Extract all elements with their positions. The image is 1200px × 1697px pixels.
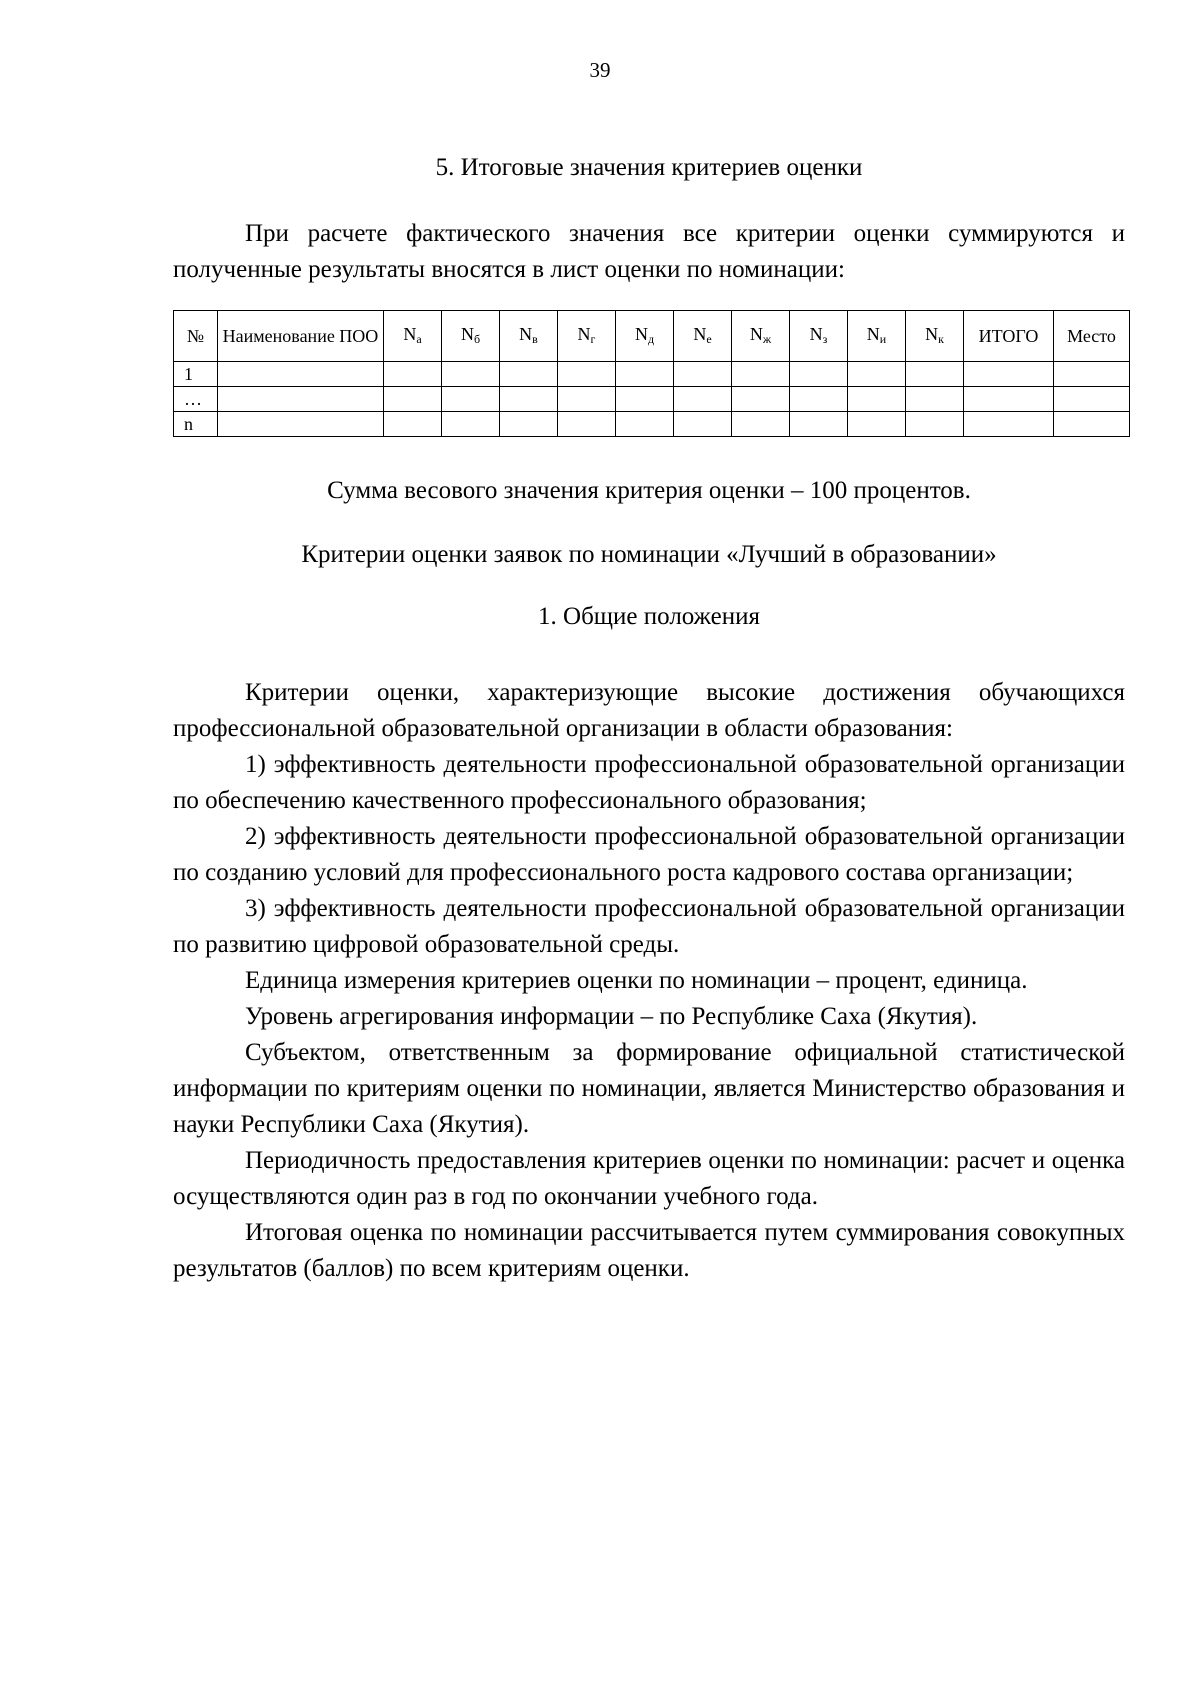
table-cell	[848, 387, 906, 412]
table-cell	[674, 387, 732, 412]
table-cell	[964, 362, 1054, 387]
criteria-table	[173, 310, 1130, 437]
row-number-cell: …	[174, 387, 218, 412]
paragraph: Итоговая оценка по номинации рассчитывается путем суммирования совокупных результатов (баллов) по всем критериям оценки.	[173, 1219, 1125, 1282]
header-subscript: з	[822, 331, 828, 346]
table-header-cell	[500, 311, 558, 362]
table-cell	[500, 412, 558, 437]
table-cell	[384, 387, 442, 412]
header-label: N	[519, 323, 533, 344]
paragraph: 2) эффективность деятельности профессиональной образовательной организации по созданию условий для профессионального роста кадрового состава организации;	[173, 823, 1125, 886]
header-subscript: г	[590, 331, 596, 346]
row-number-cell: 1	[174, 362, 218, 387]
paragraph: Субъектом, ответственным за формирование официальной статистической информации по критериям оценки по номинации, является Министерство образования и науки Республики Саха (Якутия).	[173, 1039, 1125, 1138]
table-cell	[848, 362, 906, 387]
row-number-cell: n	[174, 412, 218, 437]
table-cell	[558, 412, 616, 437]
table-cell	[384, 412, 442, 437]
section-title: 5. Итоговые значения критериев оценки	[435, 154, 863, 181]
table-cell	[442, 387, 500, 412]
header-label: N	[693, 323, 707, 344]
paragraph: Периодичность предоставления критериев оценки по номинации: расчет и оценка осуществляются один раз в год по окончании учебного года.	[173, 1147, 1125, 1210]
table-cell	[790, 387, 848, 412]
page-content	[173, 150, 1125, 1287]
table-cell	[1054, 362, 1130, 387]
header-subscript: а	[416, 331, 422, 346]
paragraph: Критерии оценки, характеризующие высокие достижения обучающихся профессиональной образовательной организации в области образования:	[173, 679, 1125, 742]
table-body	[174, 362, 1130, 437]
table-cell	[964, 387, 1054, 412]
header-label: Наименование ПОО	[222, 326, 379, 346]
table-header-cell	[384, 311, 442, 362]
table-header-row	[174, 311, 1130, 362]
table-cell	[384, 362, 442, 387]
table-cell	[500, 387, 558, 412]
table-header-cell	[616, 311, 674, 362]
table-cell	[906, 362, 964, 387]
header-subscript: е	[706, 331, 712, 346]
table-cell	[1054, 387, 1130, 412]
table-cell	[732, 412, 790, 437]
table-header-cell	[442, 311, 500, 362]
table-cell	[442, 412, 500, 437]
table-cell	[500, 362, 558, 387]
table-cell	[442, 362, 500, 387]
table-cell	[218, 412, 384, 437]
header-subscript: в	[532, 331, 538, 346]
header-subscript: и	[879, 331, 887, 346]
header-label: N	[460, 323, 474, 344]
header-subscript: к	[938, 331, 944, 346]
page-number: 39	[589, 58, 611, 82]
paragraph: 3) эффективность деятельности профессиональной образовательной организации по развитию цифровой образовательной среды.	[173, 895, 1125, 958]
table-cell	[674, 412, 732, 437]
table-cell	[616, 412, 674, 437]
header-label: N	[749, 323, 763, 344]
table-header-cell	[790, 311, 848, 362]
header-label: N	[634, 323, 648, 344]
paragraph: 1) эффективность деятельности профессиональной образовательной организации по обеспечению качественного профессионального образования;	[173, 751, 1125, 814]
table-cell	[732, 387, 790, 412]
header-label: N	[866, 323, 880, 344]
table-cell	[964, 412, 1054, 437]
paragraph: Единица измерения критериев оценки по номинации – процент, единица.	[245, 967, 1028, 994]
header-label: N	[403, 323, 417, 344]
general-provisions-title: 1. Общие положения	[538, 603, 760, 630]
table-cell	[1054, 412, 1130, 437]
nomination-title: Критерии оценки заявок по номинации «Лучший в образовании»	[301, 541, 997, 568]
header-label: N	[925, 323, 939, 344]
table-header-cell	[218, 311, 384, 362]
header-label: N	[577, 323, 591, 344]
table-header-cell	[674, 311, 732, 362]
table-cell	[558, 362, 616, 387]
header-label: Место	[1067, 326, 1116, 346]
table-cell	[674, 362, 732, 387]
header-subscript: б	[473, 331, 481, 346]
table-cell	[616, 362, 674, 387]
paragraph: Уровень агрегирования информации – по Республике Саха (Якутия).	[245, 1003, 978, 1030]
header-label: №	[186, 326, 205, 346]
table-cell	[616, 387, 674, 412]
table-header-cell	[906, 311, 964, 362]
table-header-cell	[174, 311, 218, 362]
table-cell	[790, 362, 848, 387]
table-cell	[790, 412, 848, 437]
table-cell	[732, 362, 790, 387]
table-row	[174, 362, 1130, 387]
table-row	[174, 387, 1130, 412]
table-header-cell	[1054, 311, 1130, 362]
table-header-cell	[732, 311, 790, 362]
header-label: N	[809, 323, 823, 344]
header-label: ИТОГО	[978, 326, 1039, 346]
header-subscript: ж	[762, 331, 772, 346]
table-cell	[558, 387, 616, 412]
table-header-cell	[964, 311, 1054, 362]
table-cell	[906, 412, 964, 437]
table-cell	[218, 362, 384, 387]
weight-sum-text: Сумма весового значения критерия оценки – 100 процентов.	[327, 477, 971, 504]
table-cell	[906, 387, 964, 412]
general-provisions-body	[173, 675, 1125, 1287]
table-header-cell	[558, 311, 616, 362]
table-cell	[848, 412, 906, 437]
header-subscript: д	[647, 331, 655, 346]
table-header-cell	[848, 311, 906, 362]
intro-paragraph: При расчете фактического значения все критерии оценки суммируются и полученные результаты вносятся в лист оценки по номинации:	[173, 220, 1125, 283]
table-cell	[218, 387, 384, 412]
table-row	[174, 412, 1130, 437]
